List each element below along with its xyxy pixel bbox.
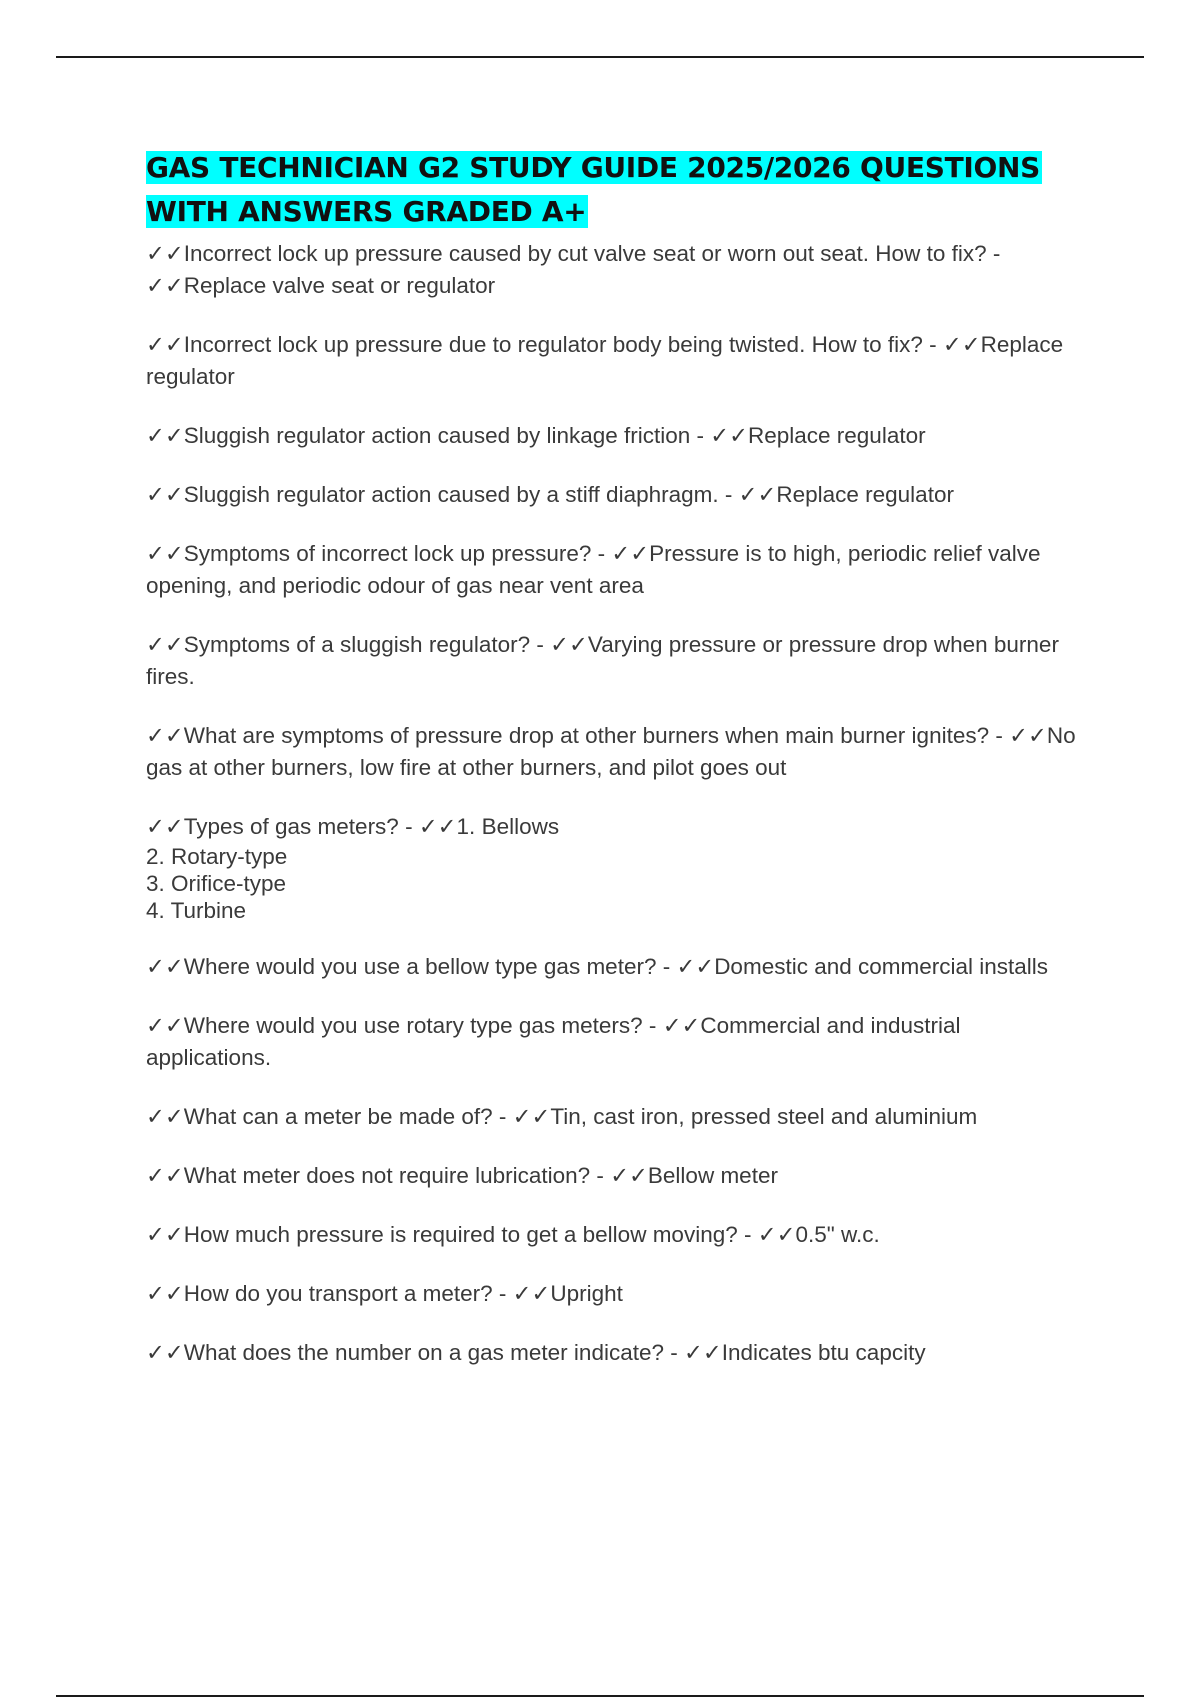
checkmark-icon: ✓✓ bbox=[146, 723, 184, 748]
answer-text: No gas at other burners, low fire at other burners, and pilot goes out bbox=[146, 723, 1082, 780]
question-text: What meter does not require lubrication? - bbox=[183, 1163, 611, 1188]
bottom-rule bbox=[56, 1695, 1144, 1697]
checkmark-icon: ✓✓ bbox=[146, 241, 184, 266]
question-text: Symptoms of incorrect lock up pressure? - bbox=[183, 541, 612, 566]
checkmark-icon: ✓✓ bbox=[146, 814, 184, 839]
checkmark-icon: ✓✓ bbox=[512, 1281, 551, 1306]
checkmark-icon: ✓✓ bbox=[146, 1104, 184, 1129]
question-text: Sluggish regulator action caused by linkage friction - bbox=[183, 423, 711, 448]
checkmark-icon: ✓✓ bbox=[146, 1163, 184, 1188]
qa-item bbox=[146, 951, 1086, 983]
qa-item bbox=[146, 420, 1086, 452]
qa-item bbox=[146, 329, 1086, 393]
answer-list-line: 3. Orifice-type bbox=[146, 871, 287, 896]
answer-text: Replace valve seat or regulator bbox=[183, 273, 496, 298]
answer-text: Indicates btu capcity bbox=[721, 1340, 926, 1365]
checkmark-icon: ✓✓ bbox=[146, 632, 184, 657]
checkmark-icon: ✓✓ bbox=[146, 423, 184, 448]
checkmark-icon: ✓✓ bbox=[146, 1281, 184, 1306]
qa-item bbox=[146, 1278, 1086, 1310]
qa-item bbox=[146, 1337, 1086, 1369]
qa-item bbox=[146, 1219, 1086, 1251]
question-text: Symptoms of a sluggish regulator? - bbox=[183, 632, 551, 657]
checkmark-icon: ✓✓ bbox=[611, 541, 650, 566]
checkmark-icon: ✓✓ bbox=[512, 1104, 551, 1129]
checkmark-icon: ✓✓ bbox=[146, 482, 184, 507]
question-text: Where would you use rotary type gas meters? - bbox=[183, 1013, 663, 1038]
answer-text: Domestic and commercial installs bbox=[714, 954, 1049, 979]
checkmark-icon: ✓✓ bbox=[550, 632, 588, 657]
answer-text: Varying pressure or pressure drop when burner fires. bbox=[146, 632, 1066, 689]
qa-item bbox=[146, 1101, 1086, 1133]
question-text: How much pressure is required to get a bellow moving? - bbox=[183, 1222, 758, 1247]
answer-text: 1. Bellows bbox=[456, 814, 560, 839]
checkmark-icon: ✓✓ bbox=[684, 1340, 722, 1365]
answer-text: Replace regulator bbox=[146, 332, 1070, 389]
checkmark-icon: ✓✓ bbox=[757, 1222, 796, 1247]
question-text: Sluggish regulator action caused by a stiff diaphragm. - bbox=[183, 482, 739, 507]
checkmark-icon: ✓✓ bbox=[146, 1222, 184, 1247]
checkmark-icon: ✓✓ bbox=[662, 1013, 701, 1038]
answer-text: 0.5" w.c. bbox=[795, 1222, 880, 1247]
question-text: Where would you use a bellow type gas meter? - bbox=[183, 954, 677, 979]
answer-text: Upright bbox=[550, 1281, 623, 1306]
answer-text: Replace regulator bbox=[776, 482, 954, 507]
answer-text: Replace regulator bbox=[747, 423, 926, 448]
answer-text: Bellow meter bbox=[647, 1163, 778, 1188]
checkmark-icon: ✓✓ bbox=[942, 332, 981, 357]
qa-item bbox=[146, 811, 1086, 924]
checkmark-icon: ✓✓ bbox=[610, 1163, 648, 1188]
qa-item bbox=[146, 1160, 1086, 1192]
qa-item bbox=[146, 1010, 1086, 1074]
question-text: What does the number on a gas meter indicate? - bbox=[183, 1340, 684, 1365]
checkmark-icon: ✓✓ bbox=[146, 332, 184, 357]
document-title: GAS TECHNICIAN G2 STUDY GUIDE 2025/2026 QUESTIONS WITH ANSWERS GRADED A+ bbox=[146, 151, 1041, 228]
question-text: What can a meter be made of? - bbox=[183, 1104, 513, 1129]
checkmark-icon: ✓✓ bbox=[676, 954, 715, 979]
checkmark-icon: ✓✓ bbox=[710, 423, 748, 448]
qa-item bbox=[146, 538, 1086, 602]
document-body bbox=[146, 146, 1086, 1396]
question-text: Types of gas meters? - bbox=[183, 814, 419, 839]
answer-list-line: 4. Turbine bbox=[146, 898, 247, 923]
checkmark-icon: ✓✓ bbox=[146, 1013, 184, 1038]
qa-item bbox=[146, 720, 1086, 784]
qa-item bbox=[146, 629, 1086, 693]
answer-text: Pressure is to high, periodic relief valve opening, and periodic odour of gas near vent area bbox=[146, 541, 1047, 598]
checkmark-icon: ✓✓ bbox=[146, 541, 184, 566]
question-text: Incorrect lock up pressure due to regulator body being twisted. How to fix? - bbox=[183, 332, 943, 357]
checkmark-icon: ✓✓ bbox=[146, 954, 184, 979]
top-rule bbox=[56, 56, 1144, 58]
qa-list bbox=[146, 238, 1086, 1369]
checkmark-icon: ✓✓ bbox=[146, 1340, 184, 1365]
answer-text: Commercial and industrial applications. bbox=[146, 1013, 967, 1070]
checkmark-icon: ✓✓ bbox=[1009, 723, 1047, 748]
answer-list-line: 2. Rotary-type bbox=[146, 844, 288, 869]
question-text: Incorrect lock up pressure caused by cut valve seat or worn out seat. How to fix? - bbox=[183, 241, 1007, 266]
qa-item bbox=[146, 238, 1086, 302]
answer-text: Tin, cast iron, pressed steel and aluminium bbox=[550, 1104, 978, 1129]
checkmark-icon: ✓✓ bbox=[738, 482, 777, 507]
checkmark-icon: ✓✓ bbox=[146, 273, 184, 298]
question-text: How do you transport a meter? - bbox=[183, 1281, 513, 1306]
question-text: What are symptoms of pressure drop at other burners when main burner ignites? - bbox=[183, 723, 1010, 748]
qa-item bbox=[146, 479, 1086, 511]
checkmark-icon: ✓✓ bbox=[418, 814, 457, 839]
